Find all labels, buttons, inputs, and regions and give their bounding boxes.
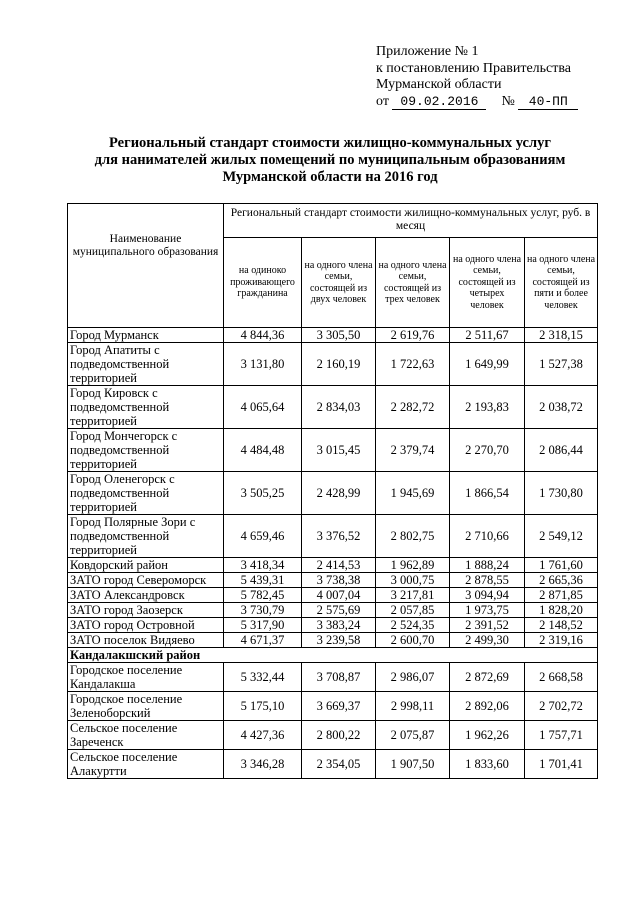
header-group: Региональный стандарт стоимости жилищно-коммунальных услуг, руб. в месяц (224, 204, 598, 238)
appendix-block (376, 44, 578, 110)
cell-value: 3 305,50 (302, 328, 376, 343)
row-name: Город Полярные Зори с подведомственной территорией (68, 515, 224, 558)
cell-value: 3 738,38 (302, 573, 376, 588)
cell-value: 2 160,19 (302, 343, 376, 386)
cell-value: 2 892,06 (450, 692, 525, 721)
cell-value: 2 379,74 (376, 429, 450, 472)
cell-value: 5 175,10 (224, 692, 302, 721)
cell-value: 2 802,75 (376, 515, 450, 558)
cell-value: 3 669,37 (302, 692, 376, 721)
cell-value: 1 833,60 (450, 750, 525, 779)
cell-value: 4 659,46 (224, 515, 302, 558)
table-row (68, 633, 598, 648)
cell-value: 2 391,52 (450, 618, 525, 633)
cell-value: 2 575,69 (302, 603, 376, 618)
cell-value: 2 354,05 (302, 750, 376, 779)
cell-value: 4 427,36 (224, 721, 302, 750)
cell-value: 1 527,38 (525, 343, 598, 386)
appendix-reference: к постановлению Правительства (376, 60, 572, 76)
cell-value: 2 086,44 (525, 429, 598, 472)
header-name: Наименование муниципального образования (68, 204, 224, 328)
cell-value: 5 439,31 (224, 573, 302, 588)
cell-value: 1 962,26 (450, 721, 525, 750)
cell-value: 4 007,04 (302, 588, 376, 603)
header-col-3: на одного члена семьи, состоящей из трех человек (376, 238, 450, 328)
header-col-5: на одного члена семьи, состоящей из пяти и более человек (525, 238, 598, 328)
cell-value: 3 708,87 (302, 663, 376, 692)
cell-value: 4 065,64 (224, 386, 302, 429)
cell-value: 2 282,72 (376, 386, 450, 429)
table-row (68, 429, 598, 472)
row-name: Городское поселение Зеленоборский (68, 692, 224, 721)
cell-value: 3 730,79 (224, 603, 302, 618)
appendix-title: Приложение № 1 (376, 44, 479, 59)
table-row (68, 618, 598, 633)
row-name: Сельское поселение Алакуртти (68, 750, 224, 779)
cell-value: 4 844,36 (224, 328, 302, 343)
cell-value: 5 332,44 (224, 663, 302, 692)
table-row (68, 386, 598, 429)
cell-value: 1 649,99 (450, 343, 525, 386)
row-name: ЗАТО город Североморск (68, 573, 224, 588)
appendix-region: Мурманской области (376, 77, 502, 92)
cell-value: 1 828,20 (525, 603, 598, 618)
row-name: Ковдорский район (68, 558, 224, 573)
cell-value: 2 800,22 (302, 721, 376, 750)
row-name: Город Мурманск (68, 328, 224, 343)
cell-value: 2 511,67 (450, 328, 525, 343)
table-row (68, 573, 598, 588)
header-col-4: на одного члена семьи, состоящей из четырех человек (450, 238, 525, 328)
header-col-1: на одиноко проживающего гражданина (224, 238, 302, 328)
cell-value: 2 872,69 (450, 663, 525, 692)
row-name: Город Апатиты с подведомственной территорией (68, 343, 224, 386)
row-name: Сельское поселение Зареченск (68, 721, 224, 750)
cell-value: 2 319,16 (525, 633, 598, 648)
table-row (68, 343, 598, 386)
cell-value: 2 986,07 (376, 663, 450, 692)
cell-value: 2 619,76 (376, 328, 450, 343)
cell-value: 3 131,80 (224, 343, 302, 386)
row-name: Город Кировск с подведомственной территорией (68, 386, 224, 429)
title-line-1: Региональный стандарт стоимости жилищно-коммунальных услуг (109, 135, 551, 151)
cell-value: 1 761,60 (525, 558, 598, 573)
cell-value: 1 701,41 (525, 750, 598, 779)
cell-value: 2 710,66 (450, 515, 525, 558)
cell-value: 3 015,45 (302, 429, 376, 472)
cell-value: 1 722,63 (376, 343, 450, 386)
cell-value: 2 414,53 (302, 558, 376, 573)
cell-value: 2 499,30 (450, 633, 525, 648)
table-row (68, 692, 598, 721)
section-row (68, 648, 598, 663)
table-row (68, 558, 598, 573)
cell-value: 2 871,85 (525, 588, 598, 603)
cell-value: 4 484,48 (224, 429, 302, 472)
table-row (68, 663, 598, 692)
cell-value: 3 418,34 (224, 558, 302, 573)
cell-value: 2 057,85 (376, 603, 450, 618)
row-name: ЗАТО город Островной (68, 618, 224, 633)
cell-value: 2 834,03 (302, 386, 376, 429)
table-row (68, 750, 598, 779)
cell-value: 4 671,37 (224, 633, 302, 648)
cell-value: 2 665,36 (525, 573, 598, 588)
cell-value: 1 973,75 (450, 603, 525, 618)
table-row (68, 328, 598, 343)
cell-value: 3 346,28 (224, 750, 302, 779)
table-row (68, 603, 598, 618)
cell-value: 2 702,72 (525, 692, 598, 721)
cell-value: 1 888,24 (450, 558, 525, 573)
title-line-3: Мурманской области на 2016 год (222, 169, 438, 185)
cell-value: 2 318,15 (525, 328, 598, 343)
cell-value: 2 998,11 (376, 692, 450, 721)
cell-value: 3 239,58 (302, 633, 376, 648)
document-title (40, 135, 620, 186)
cell-value: 2 038,72 (525, 386, 598, 429)
cell-value: 3 000,75 (376, 573, 450, 588)
table-row (68, 721, 598, 750)
row-name: Город Мончегорск с подведомственной территорией (68, 429, 224, 472)
cell-value: 3 383,24 (302, 618, 376, 633)
cell-value: 1 866,54 (450, 472, 525, 515)
decree-date: 09.02.2016 (392, 95, 486, 110)
cell-value: 1 730,80 (525, 472, 598, 515)
cell-value: 2 549,12 (525, 515, 598, 558)
cell-value: 2 878,55 (450, 573, 525, 588)
table-row (68, 515, 598, 558)
from-label: от (376, 93, 389, 109)
cell-value: 2 193,83 (450, 386, 525, 429)
table-row (68, 472, 598, 515)
section-title: Кандалакшский район (68, 648, 598, 663)
number-label: № (501, 93, 515, 109)
row-name: ЗАТО город Заозерск (68, 603, 224, 618)
cell-value: 2 524,35 (376, 618, 450, 633)
row-name: Городское поселение Кандалакша (68, 663, 224, 692)
cell-value: 2 428,99 (302, 472, 376, 515)
cell-value: 2 600,70 (376, 633, 450, 648)
decree-number: 40-ПП (518, 95, 578, 110)
cost-standard-table (67, 203, 598, 779)
appendix-date-line (376, 94, 578, 111)
cell-value: 3 217,81 (376, 588, 450, 603)
cell-value: 5 317,90 (224, 618, 302, 633)
row-name: Город Оленегорск с подведомственной территорией (68, 472, 224, 515)
cell-value: 2 148,52 (525, 618, 598, 633)
row-name: ЗАТО поселок Видяево (68, 633, 224, 648)
row-name: ЗАТО Александровск (68, 588, 224, 603)
cell-value: 2 075,87 (376, 721, 450, 750)
cell-value: 5 782,45 (224, 588, 302, 603)
cell-value: 2 668,58 (525, 663, 598, 692)
header-col-2: на одного члена семьи, состоящей из двух человек (302, 238, 376, 328)
title-line-2: для нанимателей жилых помещений по муниципальным образованиям (94, 152, 566, 168)
cell-value: 1 945,69 (376, 472, 450, 515)
cell-value: 2 270,70 (450, 429, 525, 472)
table-row (68, 588, 598, 603)
cell-value: 1 962,89 (376, 558, 450, 573)
cell-value: 3 376,52 (302, 515, 376, 558)
cell-value: 3 094,94 (450, 588, 525, 603)
cell-value: 3 505,25 (224, 472, 302, 515)
cell-value: 1 757,71 (525, 721, 598, 750)
cell-value: 1 907,50 (376, 750, 450, 779)
